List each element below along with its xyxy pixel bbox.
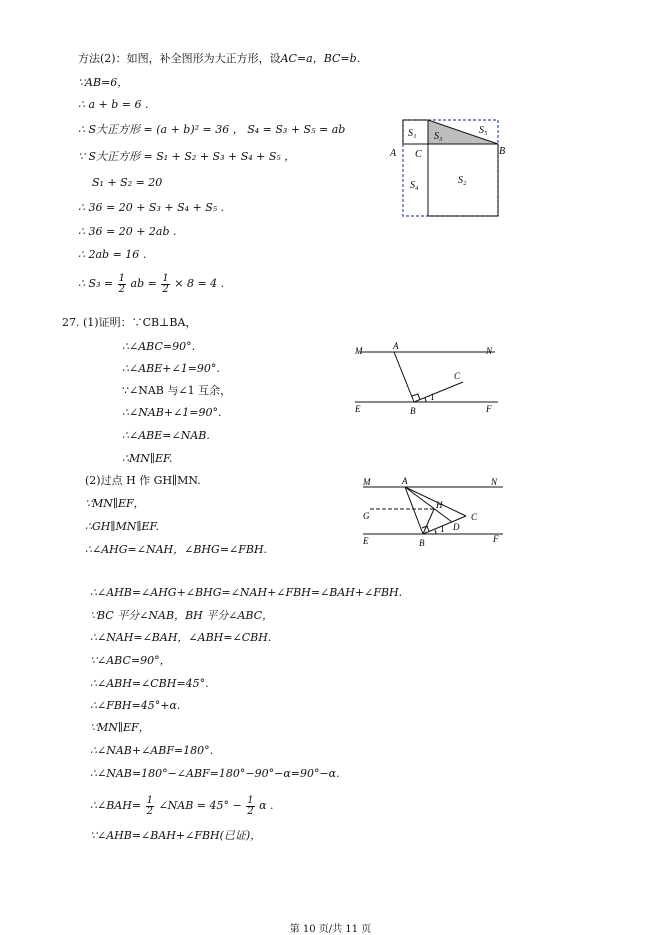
q27-line-22: ∵∠AHB=∠BAH+∠FBH(已证)，	[90, 829, 262, 842]
q27-line-16: ∴∠ABH=∠CBH=45°.	[90, 677, 209, 690]
q27-line-1: 27. (1)证明：∵CB⊥BA，	[62, 316, 197, 329]
angle-1-arc	[435, 530, 436, 534]
label-s5: S₅	[479, 125, 488, 136]
method2-line-5: ∵ S大正方形 = S₁ + S₂ + S₃ + S₄ + S₅ ，	[78, 150, 296, 163]
label-f: F	[493, 534, 499, 544]
label-e: E	[363, 536, 369, 546]
q27-line-3: ∴∠ABE+∠1=90°.	[122, 362, 220, 375]
q27-line-10: ∴GH∥MN∥EF.	[85, 520, 159, 533]
label-g: G	[363, 511, 370, 521]
label-n: N	[491, 477, 498, 487]
fraction-half: $\frac{1}{2}$	[146, 794, 153, 817]
q27-line-15: ∵∠ABC=90°，	[90, 654, 171, 667]
method2-line-2: ∵AB=6，	[78, 76, 129, 89]
label-d: D	[453, 522, 460, 532]
method2-line-6: S₁ + S₂ = 20	[92, 176, 163, 189]
label-s3: S₃	[434, 131, 443, 142]
fraction-half: $\frac{1}{2}$	[247, 794, 254, 817]
method2-line-1: 方法(2)：如图，补全图形为大正方形，设AC=a，BC=b.	[78, 52, 361, 65]
label-a: A	[390, 148, 397, 159]
q27-line-4: ∵∠NAB 与∠1 互余，	[122, 384, 232, 397]
label-n: N	[486, 346, 493, 356]
label-e: E	[355, 404, 361, 414]
label-a: A	[393, 341, 399, 351]
method2-line-8: ∴ 36 = 20 + 2ab .	[78, 225, 177, 238]
method2-line-9: ∴ 2ab = 16 .	[78, 248, 147, 261]
fraction-half: $\frac{1}{2}$	[118, 272, 126, 295]
method2-line-3: ∴ a + b = 6 .	[78, 98, 149, 111]
label-h: H	[436, 500, 443, 510]
q27-line-11: ∴∠AHG=∠NAH，∠BHG=∠FBH.	[85, 543, 268, 556]
q27-line-17: ∴∠FBH=45°+α.	[90, 699, 181, 712]
q27-line-6: ∴∠ABE=∠NAB.	[122, 429, 210, 442]
segment-bc	[414, 382, 463, 402]
q27-line-21: ∴∠BAH= $\frac{1}{2}$ ∠NAB = 45° − $\frac{1}{2}$ α .	[90, 794, 274, 817]
figure-parallel-lines	[350, 338, 505, 418]
method2-line-10: ∴ S₃ = $\frac{1}{2}$ ab = $\frac{1}{2}$ × 8 = 4 .	[78, 272, 225, 295]
label-f: F	[486, 404, 492, 414]
label-c: C	[454, 371, 461, 381]
q27-line-19: ∴∠NAB+∠ABF=180°.	[90, 744, 214, 757]
label-1: 1	[440, 524, 445, 534]
q27-line-7: ∴MN∥EF.	[122, 452, 173, 465]
q27-line-12: ∴∠AHB=∠AHG+∠BHG=∠NAH+∠FBH=∠BAH+∠FBH.	[90, 586, 403, 599]
label-b: B	[410, 406, 416, 416]
figure-angle-bisector	[358, 474, 508, 550]
label-s4: S₄	[410, 180, 419, 191]
label-1: 1	[430, 392, 435, 402]
label-m: M	[355, 346, 363, 356]
q27-line-5: ∴∠NAB+∠1=90°.	[122, 406, 222, 419]
page-footer: 第 10 页/共 11 页	[289, 924, 372, 935]
method2-line-7: ∴ 36 = 20 + S₃ + S₄ + S₅ .	[78, 201, 225, 214]
label-b: B	[419, 538, 425, 548]
label-b: B	[499, 146, 506, 157]
q27-line-8: (2)过点 H 作 GH∥MN.	[85, 474, 201, 487]
method2-line-4: ∴ S大正方形 = (a + b)² = 36 ， S₄ = S₃ + S₅ = ab	[78, 123, 346, 136]
figure-big-square	[385, 110, 510, 225]
label-m: M	[363, 477, 371, 487]
q27-line-20: ∴∠NAB=180°−∠ABF=180°−90°−α=90°−α.	[90, 767, 340, 780]
q27-line-14: ∴∠NAH=∠BAH，∠ABH=∠CBH.	[90, 631, 272, 644]
angle-1-arc	[425, 398, 426, 402]
q27-line-13: ∵BC 平分∠NAB，BH 平分∠ABC，	[90, 609, 274, 622]
label-s2: S₂	[458, 175, 467, 186]
q27-line-18: ∵MN∥EF，	[90, 721, 150, 734]
label-c: C	[415, 149, 422, 160]
fraction-half: $\frac{1}{2}$	[162, 272, 169, 295]
label-c: C	[471, 512, 478, 522]
label-s1: S₁	[408, 128, 417, 139]
q27-line-9: ∵MN∥EF，	[85, 497, 145, 510]
q27-line-2: ∴∠ABC=90°.	[122, 340, 196, 353]
label-a: A	[402, 476, 408, 486]
segment-ab	[394, 352, 414, 402]
